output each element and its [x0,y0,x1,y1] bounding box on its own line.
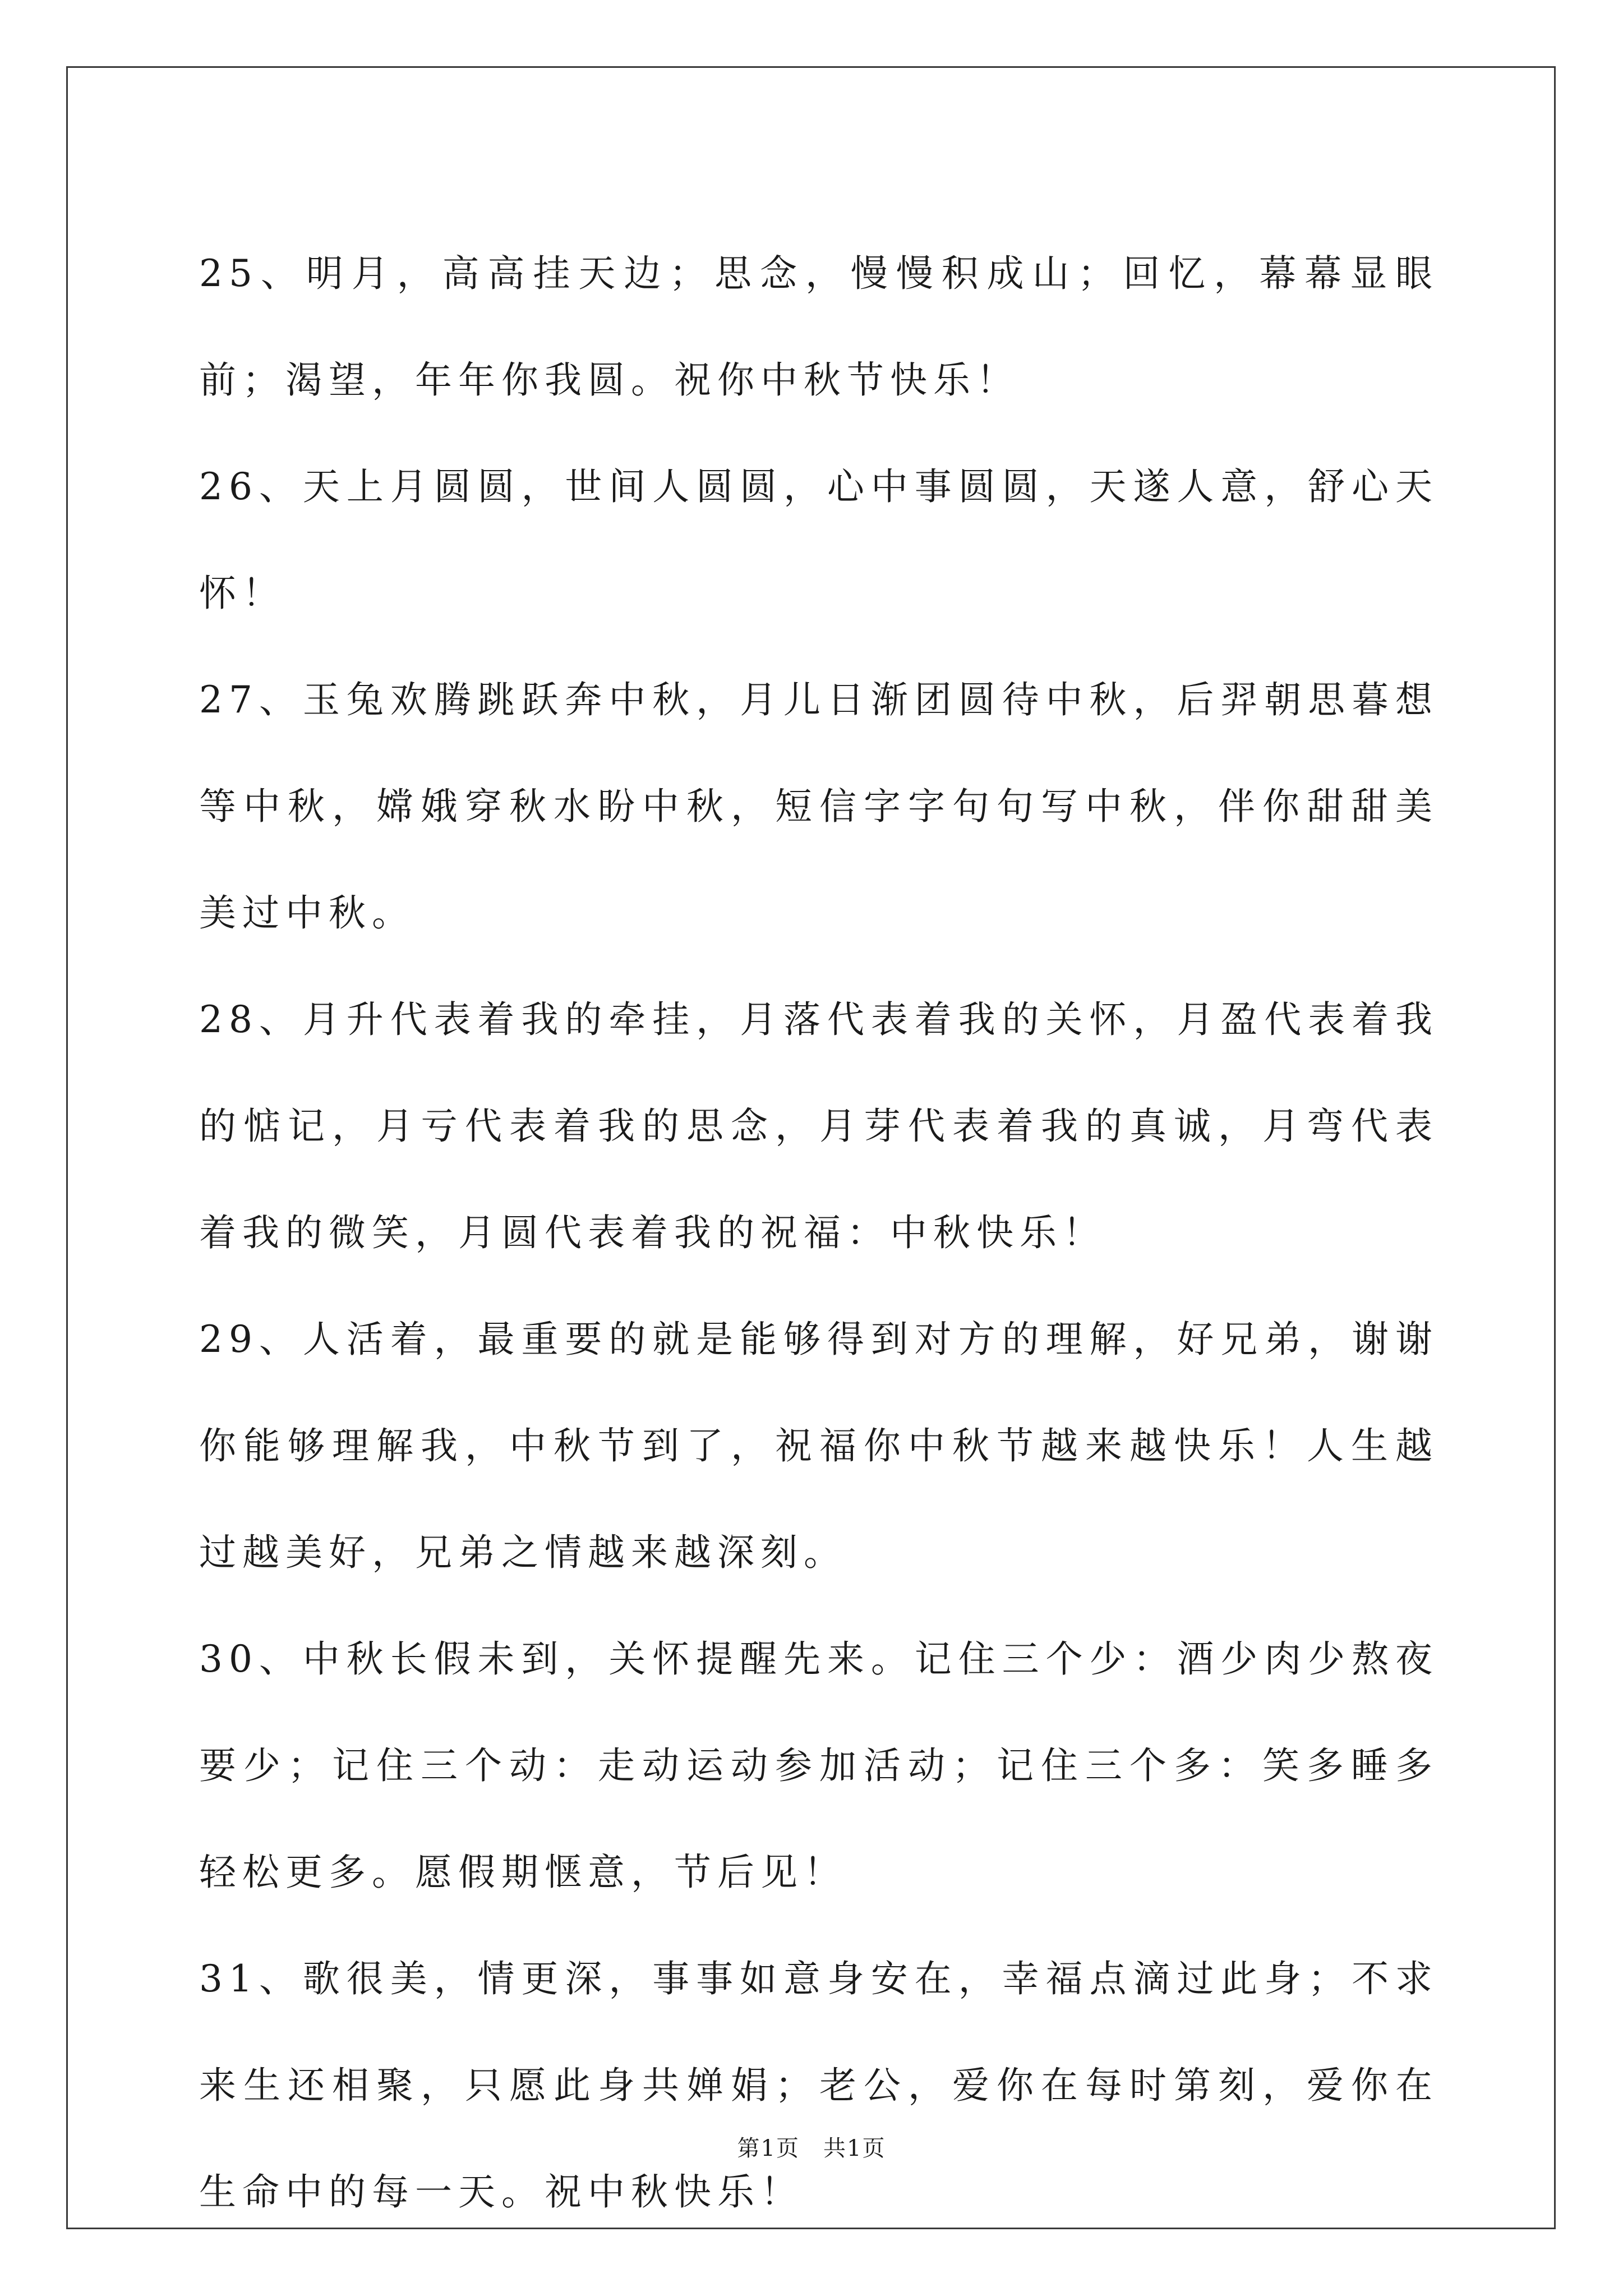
paragraph-28: 28、月升代表着我的牵挂，月落代表着我的关怀，月盈代表着我的惦记，月亏代表着我的思念，月芽代表着我的真诚，月弯代表着我的微笑，月圆代表着我的祝福：中秋快乐！ [199,998,1438,1254]
paragraph-27: 27、玉兔欢腾跳跃奔中秋，月儿日渐团圆待中秋，后羿朝思暮想等中秋，嫦娥穿秋水盼中秋，短信字字句句写中秋，伴你甜甜美美过中秋。 [199,678,1438,935]
document-body [199,220,1438,2246]
paragraph-31: 31、歌很美，情更深，事事如意身安在，幸福点滴过此身；不求来生还相聚，只愿此身共婵娟；老公，爱你在每时第刻，爱你在生命中的每一天。祝中秋快乐！ [199,1957,1438,2214]
page-number-label: 第1页 共1页 [737,2136,886,2161]
paragraph-29: 29、人活着，最重要的就是能够得到对方的理解，好兄弟，谢谢你能够理解我，中秋节到了，祝福你中秋节越来越快乐！人生越过越美好，兄弟之情越来越深刻。 [199,1318,1438,1574]
paragraph-25: 25、明月，高高挂天边；思念，慢慢积成山；回忆，幕幕显眼前；渴望，年年你我圆。祝你中秋节快乐！ [199,252,1438,402]
page-footer [0,2132,1623,2165]
paragraph-30: 30、中秋长假未到，关怀提醒先来。记住三个少：酒少肉少熬夜要少；记住三个动：走动运动参加活动；记住三个多：笑多睡多轻松更多。愿假期惬意，节后见！ [199,1637,1438,1894]
paragraph-26: 26、天上月圆圆，世间人圆圆，心中事圆圆，天遂人意，舒心天怀！ [199,465,1438,615]
